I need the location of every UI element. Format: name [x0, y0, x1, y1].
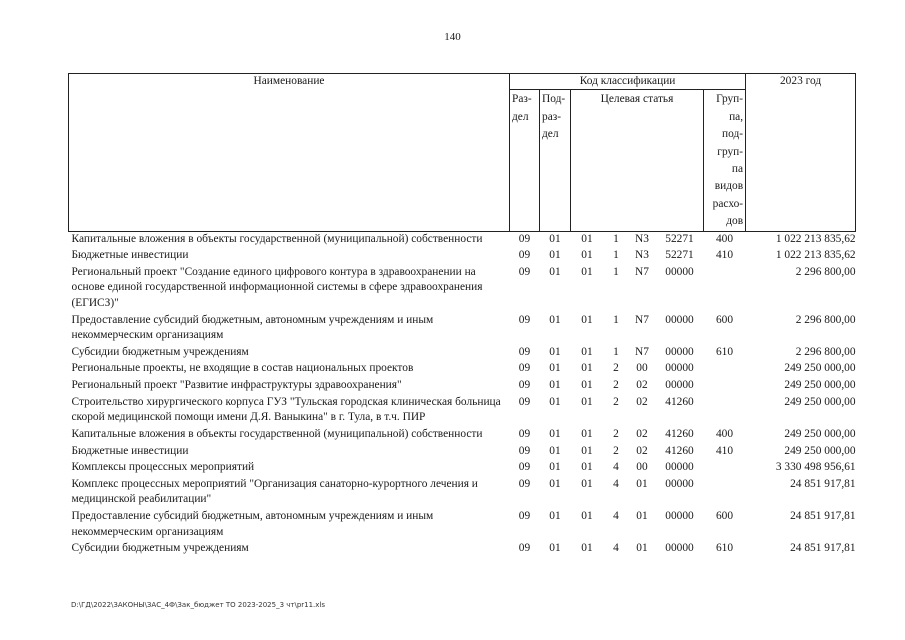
row-sum: 249 250 000,00: [784, 362, 856, 375]
row-group: [704, 395, 746, 427]
row-podrazdel: 01: [549, 313, 561, 326]
row-razdel: 09: [518, 379, 531, 392]
row-name: Комплексы процессных мероприятий: [71, 461, 255, 474]
row-sum: 2 296 800,00: [795, 313, 856, 326]
row-sum: 249 250 000,00: [784, 444, 856, 457]
row-target-4: 00000: [665, 345, 694, 358]
row-target-2: 4: [613, 461, 619, 474]
row-podrazdel: 01: [549, 362, 561, 375]
row-name: Строительство хирургического корпуса ГУЗ "Тульская городская клиническая больница скорой медицинской помощи имени Д.Я. Ваныкина" в г. Тула, в т.ч. ПИР: [71, 395, 501, 424]
row-podrazdel: 01: [549, 395, 561, 408]
row-target-4: 00000: [665, 266, 694, 279]
row-razdel: 09: [518, 266, 531, 279]
row-razdel: 09: [518, 510, 531, 523]
header-year: 2023 год: [746, 74, 856, 232]
row-razdel: 09: [518, 232, 531, 245]
row-sum: 1 022 213 835,62: [775, 249, 856, 262]
budget-table: [68, 73, 856, 558]
row-target-3: 01: [636, 510, 648, 523]
row-target-1: 01: [581, 345, 593, 358]
header-name: Наименование: [69, 74, 510, 232]
row-name: Предоставление субсидий бюджетным, автономным учреждениям и иным некоммерческим организациям: [71, 510, 434, 538]
row-sum: 24 851 917,81: [790, 478, 856, 491]
row-target-2: 1: [613, 232, 619, 245]
row-razdel: 09: [518, 444, 531, 457]
row-name: Капитальные вложения в объекты государственной (муниципальной) собственности: [71, 232, 483, 245]
row-podrazdel: 01: [549, 542, 561, 555]
row-group: 410: [715, 249, 734, 262]
row-razdel: 09: [518, 478, 531, 491]
row-name: Региональный проект "Создание единого цифрового контура в здравоохранении на основе единой государственной информационной системы в сфере здравоохранения (ЕГИСЗ)": [71, 266, 483, 309]
row-group: 600: [715, 510, 734, 523]
row-target-2: 1: [613, 266, 619, 279]
row-target-1: 01: [581, 427, 593, 440]
row-target-3: N3: [635, 249, 649, 262]
table-row: [69, 460, 856, 477]
table-row: [69, 477, 856, 509]
table-body: [69, 231, 856, 558]
row-target-3: N7: [635, 313, 649, 326]
row-razdel: 09: [518, 313, 531, 326]
row-sum: 249 250 000,00: [784, 395, 856, 408]
row-target-2: 2: [613, 427, 619, 440]
row-group: 400: [715, 232, 734, 245]
row-sum: 2 296 800,00: [795, 345, 856, 358]
row-name: Предоставление субсидий бюджетным, автономным учреждениям и иным некоммерческим организациям: [71, 313, 434, 341]
row-podrazdel: 01: [549, 266, 561, 279]
row-group: [704, 361, 746, 378]
row-group: 600: [715, 313, 734, 326]
row-podrazdel: 01: [549, 345, 561, 358]
row-sum: 24 851 917,81: [790, 510, 856, 523]
row-podrazdel: 01: [549, 510, 561, 523]
row-target-3: 02: [636, 427, 648, 440]
row-group: [704, 265, 746, 313]
row-group: 410: [715, 444, 734, 457]
row-group: 610: [715, 542, 734, 555]
row-group: [704, 477, 746, 509]
header-target-article: Целевая статья: [571, 90, 704, 231]
row-target-4: 41260: [665, 444, 694, 457]
row-target-4: 41260: [665, 395, 694, 408]
table-header: [69, 74, 856, 232]
row-podrazdel: 01: [549, 249, 561, 262]
row-razdel: 09: [518, 249, 531, 262]
row-target-1: 01: [581, 362, 593, 375]
row-target-1: 01: [581, 395, 593, 408]
row-target-3: 01: [636, 542, 648, 555]
table-row: [69, 248, 856, 265]
row-sum: 3 330 498 956,61: [775, 461, 856, 474]
budget-table-wrapper: [68, 73, 856, 558]
row-group: 610: [715, 345, 734, 358]
table-row: [69, 265, 856, 313]
row-target-2: 2: [613, 379, 619, 392]
row-target-2: 2: [613, 444, 619, 457]
row-podrazdel: 01: [549, 427, 561, 440]
table-row: [69, 541, 856, 558]
row-group: [704, 378, 746, 395]
file-path-footer: D:\ГД\2022\ЗАКОНЫ\ЗАС_4Ф\Зак_бюджет ТО 2023-2025_3 чт\pr11.xls: [71, 601, 326, 609]
row-target-1: 01: [581, 542, 593, 555]
row-target-3: 00: [636, 461, 648, 474]
row-target-1: 01: [581, 249, 593, 262]
row-name: Комплекс процессных мероприятий "Организация санаторно-курортного лечения и медицинской реабилитации": [71, 478, 478, 506]
row-target-4: 00000: [665, 478, 694, 491]
row-target-2: 4: [613, 510, 619, 523]
table-row: [69, 395, 856, 427]
row-razdel: 09: [518, 427, 531, 440]
row-target-4: 00000: [665, 461, 694, 474]
row-target-4: 00000: [665, 362, 694, 375]
row-target-1: 01: [581, 313, 593, 326]
row-target-3: 02: [636, 379, 648, 392]
row-podrazdel: 01: [549, 379, 561, 392]
row-target-1: 01: [581, 379, 593, 392]
row-target-3: 00: [636, 362, 648, 375]
row-target-1: 01: [581, 510, 593, 523]
row-target-4: 00000: [665, 510, 694, 523]
row-target-1: 01: [581, 444, 593, 457]
table-row: [69, 378, 856, 395]
row-target-4: 00000: [665, 379, 694, 392]
row-name: Субсидии бюджетным учреждениям: [71, 345, 249, 358]
table-row: [69, 313, 856, 345]
row-target-2: 2: [613, 362, 619, 375]
row-target-3: 01: [636, 478, 648, 491]
table-row: [69, 444, 856, 461]
row-name: Бюджетные инвестиции: [71, 444, 189, 457]
row-group: [704, 460, 746, 477]
row-target-2: 4: [613, 478, 619, 491]
table-row: [69, 231, 856, 248]
row-target-1: 01: [581, 478, 593, 491]
row-podrazdel: 01: [549, 232, 561, 245]
row-target-3: 02: [636, 444, 648, 457]
row-target-3: N3: [635, 232, 649, 245]
row-podrazdel: 01: [549, 461, 561, 474]
row-target-2: 1: [613, 249, 619, 262]
row-target-1: 01: [581, 266, 593, 279]
row-razdel: 09: [518, 345, 531, 358]
row-target-3: 02: [636, 395, 648, 408]
row-name: Бюджетные инвестиции: [71, 249, 189, 262]
row-target-4: 00000: [665, 542, 694, 555]
row-sum: 24 851 917,81: [790, 542, 856, 555]
row-target-3: N7: [635, 345, 649, 358]
row-group: 400: [715, 427, 734, 440]
row-target-2: 4: [613, 542, 619, 555]
row-target-4: 52271: [665, 249, 694, 262]
row-name: Региональные проекты, не входящие в состав национальных проектов: [71, 362, 414, 375]
header-razdel: Раз- дел: [510, 90, 540, 231]
row-name: Субсидии бюджетным учреждениям: [71, 542, 249, 555]
row-target-1: 01: [581, 461, 593, 474]
row-sum: 1 022 213 835,62: [775, 232, 856, 245]
header-podrazdel: Под- раз- дел: [540, 90, 571, 231]
table-row: [69, 427, 856, 444]
row-sum: 249 250 000,00: [784, 379, 856, 392]
row-razdel: 09: [518, 362, 531, 375]
row-name: Региональный проект "Развитие инфраструктуры здравоохранения": [71, 379, 402, 392]
row-name: Капитальные вложения в объекты государственной (муниципальной) собственности: [71, 427, 483, 440]
page-number: 140: [444, 31, 461, 43]
row-razdel: 09: [518, 461, 531, 474]
table-row: [69, 509, 856, 541]
table-row: [69, 345, 856, 362]
row-target-4: 52271: [665, 232, 694, 245]
row-sum: 249 250 000,00: [784, 427, 856, 440]
row-target-2: 1: [613, 345, 619, 358]
header-classification: Код классификации: [510, 74, 746, 90]
row-target-4: 41260: [665, 427, 694, 440]
row-podrazdel: 01: [549, 478, 561, 491]
row-target-4: 00000: [665, 313, 694, 326]
table-row: [69, 361, 856, 378]
header-expense-group: Груп- па, под- груп- па видов расхо- дов: [704, 90, 746, 231]
row-razdel: 09: [518, 542, 531, 555]
row-razdel: 09: [518, 395, 531, 408]
row-podrazdel: 01: [549, 444, 561, 457]
row-target-3: N7: [635, 266, 649, 279]
row-target-2: 1: [613, 313, 619, 326]
row-target-2: 2: [613, 395, 619, 408]
row-target-1: 01: [581, 232, 593, 245]
row-sum: 2 296 800,00: [795, 266, 856, 279]
